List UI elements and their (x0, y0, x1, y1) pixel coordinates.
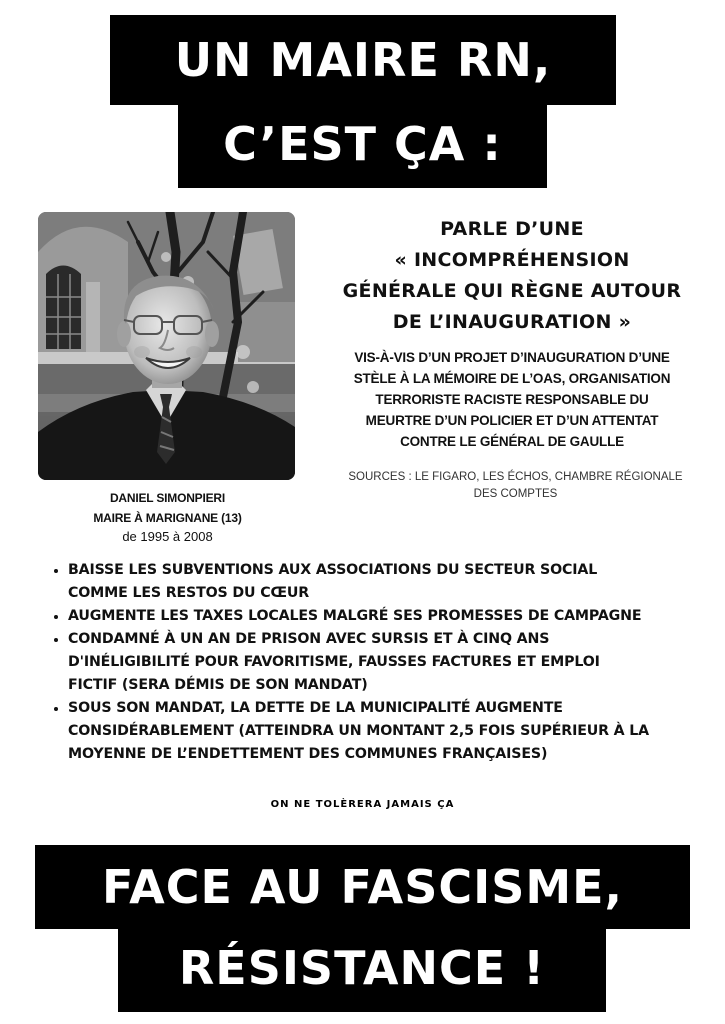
title-line-2: C’EST ÇA : (223, 117, 502, 171)
context-line: CONTRE LE GÉNÉRAL DE GAULLE (400, 434, 624, 449)
fact-line: COMME LES RESTOS DU CŒUR (68, 585, 310, 601)
quote-line: « INCOMPRÉHENSION (394, 249, 630, 271)
portrait-photo-icon (38, 212, 295, 480)
slogan-heading: ON NE TOLÈRERA JAMAIS ÇA (270, 799, 455, 810)
context-line: STÈLE À LA MÉMOIRE DE L’OAS, ORGANISATION (353, 371, 671, 386)
mayor-portrait-photo (38, 212, 295, 480)
quote-line: PARLE D’UNE (440, 218, 584, 240)
sources-block (318, 469, 713, 503)
fact-item (52, 697, 712, 766)
fact-line: CONDAMNÉ À UN AN DE PRISON AVEC SURSIS ET À CINQ ANS (68, 631, 550, 647)
sources-line: SOURCES : LE FIGARO, LES ÉCHOS, CHAMBRE RÉGIONALE (348, 471, 683, 483)
bullet-dot-icon (54, 707, 58, 711)
context-line: TERRORISTE RACISTE RESPONSABLE DU (375, 392, 649, 407)
fact-line: BAISSE LES SUBVENTIONS AUX ASSOCIATIONS DU SECTEUR SOCIAL (68, 562, 598, 578)
bullet-dot-icon (54, 638, 58, 642)
mayor-name: DANIEL SIMONPIERI (109, 491, 226, 505)
quote-line: GÉNÉRALE QUI RÈGNE AUTOUR (342, 280, 682, 302)
footer-banner-line-2 (118, 928, 606, 1012)
fact-line: SOUS SON MANDAT, LA DETTE DE LA MUNICIPALITÉ AUGMENTE (68, 700, 563, 716)
bullet-dot-icon (54, 615, 58, 619)
title-line-1: UN MAIRE RN, (174, 33, 552, 87)
quote-line: DE L’INAUGURATION » (392, 311, 632, 333)
quote-block (312, 214, 712, 338)
footer-line-2: RÉSISTANCE ! (178, 941, 546, 995)
fact-item (52, 605, 712, 628)
fact-item (52, 559, 712, 605)
context-line: MEURTRE D’UN POLICIER ET D’UN ATTENTAT (365, 413, 659, 428)
title-banner-line-1 (110, 15, 616, 105)
context-block (312, 347, 712, 452)
fact-line: CONSIDÉRABLEMENT (ATTEINDRA UN MONTANT 2,5 FOIS SUPÉRIEUR À LA (68, 723, 650, 739)
title-banner-line-2 (178, 104, 547, 188)
fact-item (52, 628, 712, 697)
mayor-term-years: de 1995 à 2008 (122, 529, 213, 544)
footer-line-1: FACE AU FASCISME, (101, 860, 624, 914)
mayor-role: MAIRE À MARIGNANE (13) (93, 511, 242, 525)
fact-line: AUGMENTE LES TAXES LOCALES MALGRÉ SES PROMESSES DE CAMPAGNE (68, 608, 642, 624)
fact-line: FICTIF (SERA DÉMIS DE SON MANDAT) (68, 677, 368, 693)
facts-list (52, 559, 712, 766)
fact-line: D'INÉLIGIBILITÉ POUR FAVORITISME, FAUSSES FACTURES ET EMPLOI (68, 654, 600, 670)
context-line: VIS-À-VIS D’UN PROJET D’INAUGURATION D’UNE (354, 350, 670, 365)
footer-banner-line-1 (35, 845, 690, 929)
sources-line: DES COMPTES (473, 488, 558, 500)
bullet-dot-icon (54, 569, 58, 573)
fact-line: MOYENNE DE L’ENDETTEMENT DES COMMUNES FRANÇAISES) (68, 746, 548, 762)
